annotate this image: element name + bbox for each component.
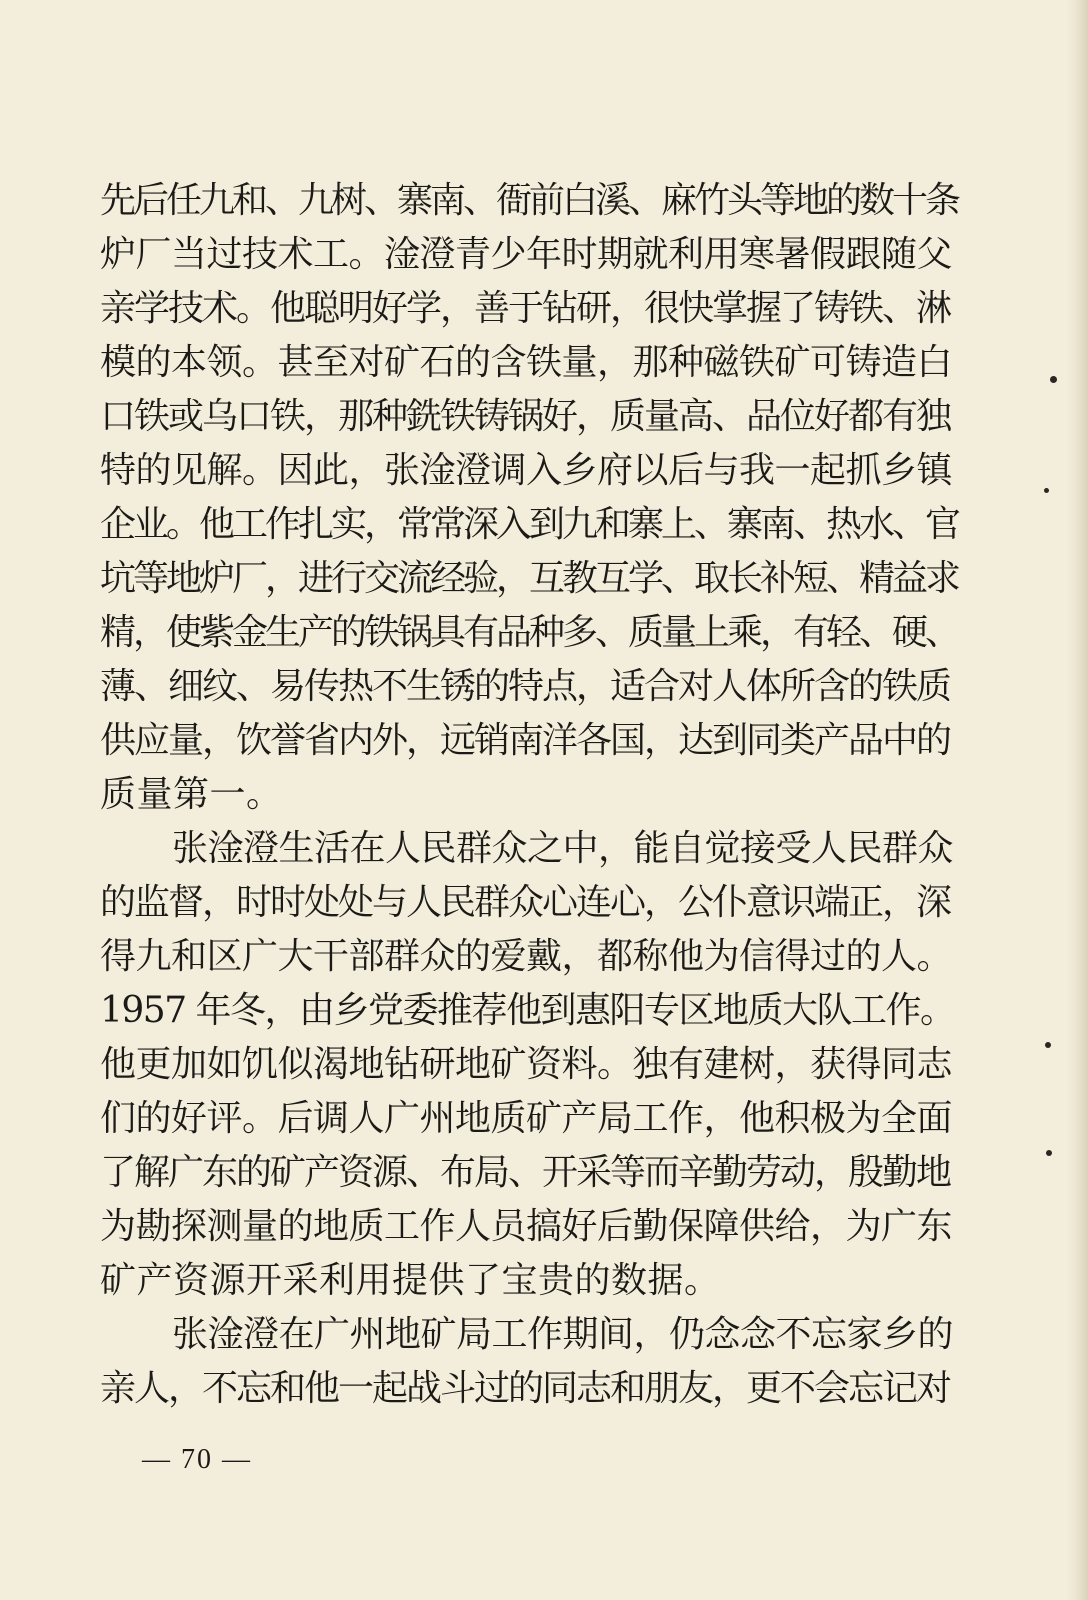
- text-line: 得九和区广大干部群众的爱戴，都称他为信得过的人。: [100, 936, 953, 977]
- text-line: 张淦澄在广州地矿局工作期间，仍念念不忘家乡的: [172, 1314, 954, 1355]
- text-line: 们的好评。后调人广州地质矿产局工作，他积极为全面: [100, 1098, 953, 1139]
- text-line: 1957 年冬，由乡党委推荐他到惠阳专区地质大队工作。: [100, 990, 955, 1031]
- text-line: 为勘探测量的地质工作人员搞好后勤保障供给，为广东: [100, 1206, 953, 1247]
- text-line: 口铁或乌口铁，那种銑铁铸锅好，质量高、品位好都有独: [100, 396, 951, 437]
- text-line: 先后任九和、九树、寨南、衙前白溪、麻竹头等地的数十条: [100, 180, 959, 221]
- text-line: 精，使紫金生产的铁锅具有品种多、质量上乘，有轻、硬、: [100, 612, 959, 653]
- text-line: 炉厂当过技术工。淦澄青少年时期就利用寒暑假跟随父: [100, 234, 953, 275]
- page-edge: [1066, 0, 1088, 1600]
- text-line: 的监督，时时处处与人民群众心连心，公仆意识端正，深: [100, 882, 951, 923]
- text-line: 亲人，不忘和他一起战斗过的同志和朋友，更不会忘记对: [100, 1368, 951, 1409]
- text-line: 张淦澄生活在人民群众之中，能自觉接受人民群众: [172, 828, 954, 869]
- page-number: — 70 —: [142, 1444, 252, 1475]
- scan-speck: [1046, 1150, 1052, 1156]
- text-line: 他更加如饥似渴地钻研地矿资料。独有建树，获得同志: [100, 1044, 953, 1085]
- text-line: 特的见解。因此，张淦澄调入乡府以后与我一起抓乡镇: [100, 450, 953, 491]
- text-line: 质量第一。: [100, 774, 283, 815]
- text-line: 供应量，饮誉省内外，远销南洋各国，达到同类产品中的: [100, 720, 951, 761]
- scan-speck: [1045, 1042, 1051, 1048]
- scan-speck: [1044, 488, 1049, 493]
- text-line: 企业。他工作扎实，常常深入到九和寨上、寨南、热水、官: [100, 504, 959, 545]
- text-line: 了解广东的矿产资源、布局、开采等而辛勤劳动，殷勤地: [100, 1152, 951, 1193]
- text-line: 亲学技术。他聪明好学，善于钻研，很快掌握了铸铁、淋: [100, 288, 951, 329]
- text-line: 矿产资源开采利用提供了宝贵的数据。: [100, 1260, 721, 1301]
- text-line: 薄、细纹、易传热不生锈的特点，适合对人体所含的铁质: [100, 666, 951, 707]
- text-line: 模的本领。甚至对矿石的含铁量，那种磁铁矿可铸造白: [100, 342, 953, 383]
- scan-speck: [1050, 376, 1057, 383]
- text-line: 坑等地炉厂，进行交流经验，互教互学、取长补短、精益求: [100, 558, 959, 599]
